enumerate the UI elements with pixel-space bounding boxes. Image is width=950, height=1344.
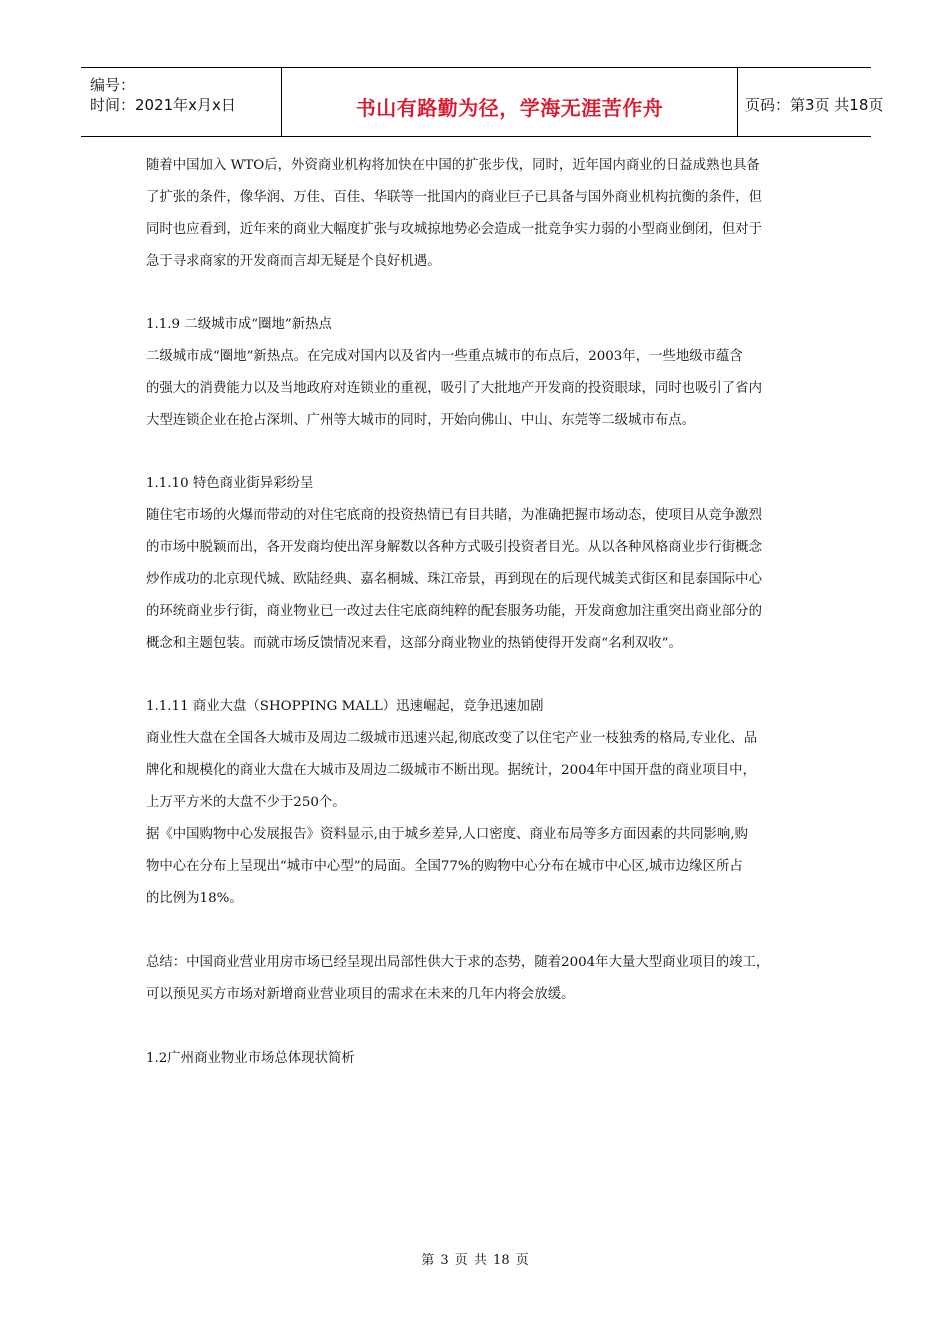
paragraph-line: 大型连锁企业在抢占深圳、广州等大城市的同时，开始向佛山、中山、东莞等二级城市布点。 (146, 413, 696, 428)
header-motto-cell (281, 68, 738, 136)
header-meta (81, 68, 281, 136)
paragraph-line: 的比例为18%。 (146, 891, 243, 906)
paragraph-line: 的市场中脱颖而出，各开发商均使出浑身解数以各种方式吸引投资者目光。从以各种风格商业步行街概念 (146, 540, 762, 555)
document-number-label: 编号： (90, 76, 136, 94)
summary-line: 总结：中国商业营业用房市场已经呈现出局部性供大于求的态势，随着2004年大量大型商业项目的竣工， (146, 955, 770, 970)
page-footer: 第 3 页 共 18 页 (421, 1253, 529, 1268)
paragraph-line: 上万平方米的大盘不少于250个。 (146, 795, 346, 810)
section-heading-1-2: 1.2广州商业物业市场总体现状简析 (146, 1051, 355, 1066)
paragraph-line: 物中心在分布上呈现出“城市中心型”的局面。全国77%的购物中心分布在城市中心区,城市边缘区所占 (146, 859, 743, 874)
paragraph-line: 急于寻求商家的开发商而言却无疑是个良好机遇。 (146, 254, 441, 269)
section-heading-1-1-9: 1.1.9 二级城市成“圈地”新热点 (146, 317, 332, 332)
paragraph-line: 随住宅市场的火爆而带动的对住宅底商的投资热情已有目共睹，为准确把握市场动态，使项目从竞争激烈 (146, 508, 762, 523)
summary-line: 可以预见买方市场对新增商业营业项目的需求在未来的几年内将会放缓。 (146, 987, 575, 1002)
paragraph-line: 同时也应看到，近年来的商业大幅度扩张与攻城掠地势必会造成一批竞争实力弱的小型商业倒闭，但对于 (146, 222, 762, 237)
document-time-label: 时间：2021年x月x日 (90, 96, 236, 114)
paragraph-line: 据《中国购物中心发展报告》资料显示,由于城乡差异,人口密度、商业布局等多方面因素的共同影响,购 (146, 827, 748, 842)
paragraph-line: 商业性大盘在全国各大城市及周边二级城市迅速兴起,彻底改变了以住宅产业一枝独秀的格局,专业化、品 (146, 731, 758, 746)
document-body (146, 150, 816, 1075)
paragraph-line: 的强大的消费能力以及当地政府对连锁业的重视，吸引了大批地产开发商的投资眼球，同时也吸引了省内 (146, 381, 762, 396)
section-heading-1-1-11: 1.1.11 商业大盘（SHOPPING MALL）迅速崛起，竞争迅速加剧 (146, 699, 544, 714)
paragraph-line: 炒作成功的北京现代城、欧陆经典、嘉名桐城、珠江帝景，再到现在的后现代城美式街区和昆泰国际中心 (146, 572, 762, 587)
paragraph-line: 牌化和规模化的商业大盘在大城市及周边二级城市不断出现。据统计，2004年中国开盘的商业项目中， (146, 763, 756, 778)
header-motto: 书山有路勤为径，学海无涯苦作舟 (355, 96, 664, 120)
section-heading-1-1-10: 1.1.10 特色商业街异彩纷呈 (146, 476, 314, 491)
paragraph-line: 了扩张的条件，像华润、万佳、百佳、华联等一批国内的商业巨子已具备与国外商业机构抗衡的条件，但 (146, 190, 762, 205)
header-page-cell (737, 68, 884, 136)
paragraph-line: 随着中国加入 WTO后，外资商业机构将加快在中国的扩张步伐，同时，近年国内商业的日益成熟也具备 (146, 158, 760, 173)
paragraph-line: 的环统商业步行街，商业物业已一改过去住宅底商纯粹的配套服务功能，开发商愈加注重突出商业部分的 (146, 604, 762, 619)
paragraph-line: 二级城市成“圈地”新热点。在完成对国内以及省内一些重点城市的布点后，2003年，一些地级市蕴含 (146, 349, 743, 364)
header-page-info: 页码：第3页 共18页 (745, 96, 884, 114)
page-header (81, 67, 884, 137)
paragraph-line: 概念和主题包装。而就市场反馈情况来看，这部分商业物业的热销使得开发商“名利双收”。 (146, 636, 682, 651)
